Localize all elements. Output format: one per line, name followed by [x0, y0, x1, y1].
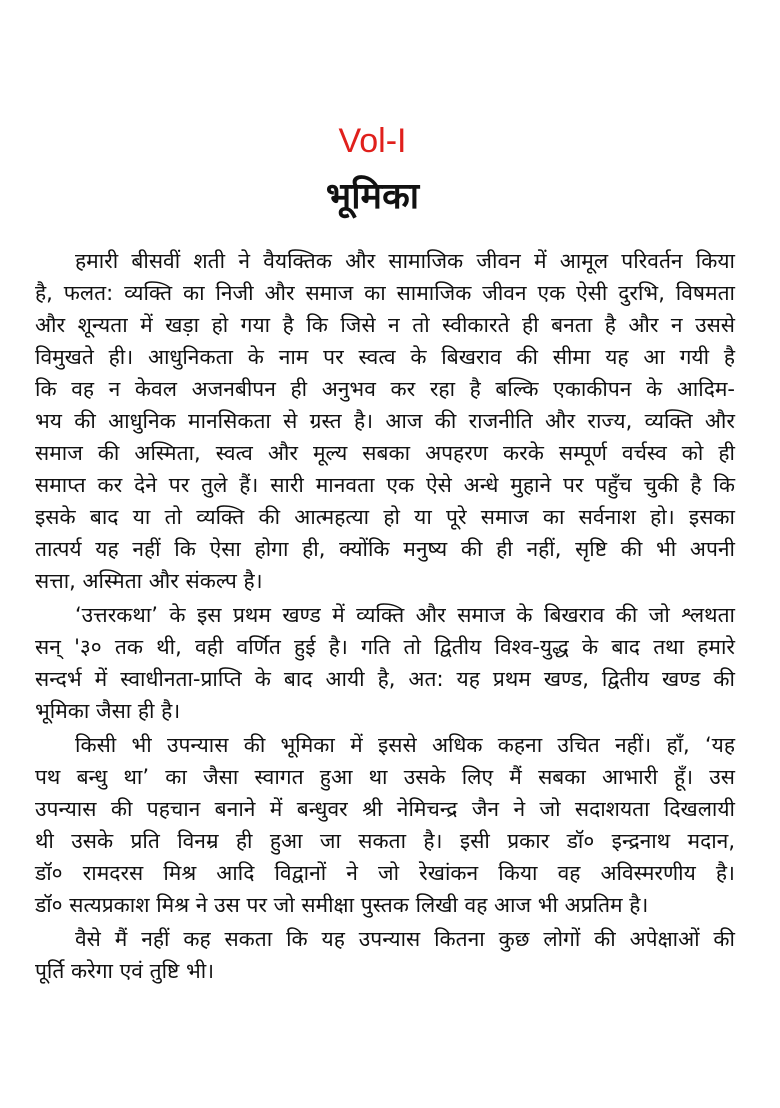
paragraph-3-line: पथ बन्धु था’ का जैसा स्वागत हुआ था उसके लिए मैं सबका आभारी हूँ। उस — [35, 765, 735, 789]
paragraph-1-line: समाज की अस्मिता, स्वत्व और मूल्य सबका अपहरण करके सम्पूर्ण वर्चस्व को ही — [35, 441, 735, 465]
paragraph-3-line: डॉ० रामदरस मिश्र आदि विद्वानों ने जो रेखांकन किया वह अविस्मरणीय है। — [35, 861, 735, 885]
volume-label: Vol-I — [338, 122, 407, 160]
paragraph-1-line: कि वह न केवल अजनबीपन ही अनुभव कर रहा है बल्कि एकाकीपन के आदिम- — [35, 377, 735, 401]
paragraph-1-line: समाप्त कर देने पर तुले हैं। सारी मानवता एक ऐसे अन्धे मुहाने पर पहुँच चुकी है कि — [35, 473, 735, 497]
page-title: भूमिका — [325, 176, 420, 217]
paragraph-2-line: सन्दर्भ में स्वाधीनता-प्राप्ति के बाद आयी है, अत: यह प्रथम खण्ड, द्वितीय खण्ड की — [35, 667, 735, 691]
paragraph-4-line: पूर्ति करेगा एवं तुष्टि भी। — [35, 959, 215, 983]
paragraph-3-line: डॉ० सत्यप्रकाश मिश्र ने उस पर जो समीक्षा पुस्तक लिखी वह आज भी अप्रतिम है। — [35, 893, 649, 917]
paragraph-3-line: उपन्यास की पहचान बनाने में बन्धुवर श्री नेमिचन्द्र जैन ने जो सदाशयता दिखलायी — [35, 797, 735, 821]
paragraph-1-line: और शून्यता में खड़ा हो गया है कि जिसे न तो स्वीकारते ही बनता है और न उससे — [35, 313, 735, 337]
paragraph-3-line: थी उसके प्रति विनम्र ही हुआ जा सकता है। इसी प्रकार डॉ० इन्द्रनाथ मदान, — [35, 829, 735, 853]
paragraph-1-line: भय की आधुनिक मानसिकता से ग्रस्त है। आज की राजनीति और राज्य, व्यक्ति और — [35, 409, 735, 433]
paragraph-1-line: तात्पर्य यह नहीं कि ऐसा होगा ही, क्योंकि मनुष्य की ही नहीं, सृष्टि की भी अपनी — [35, 537, 735, 561]
paragraph-2-line: सन् '३० तक थी, वही वर्णित हुई है। गति तो द्वितीय विश्व-युद्ध के बाद तथा हमारे — [35, 635, 735, 659]
paragraph-3-line: किसी भी उपन्यास की भूमिका में इससे अधिक कहना उचित नहीं। हाँ, ‘यह — [75, 733, 735, 757]
paragraph-4-line: वैसे मैं नहीं कह सकता कि यह उपन्यास कितना कुछ लोगों की अपेक्षाओं की — [75, 927, 735, 951]
paragraph-1-line: है, फलत: व्यक्ति का निजी और समाज का सामाजिक जीवन एक ऐसी दुरभि, विषमता — [35, 281, 735, 305]
paragraph-1-line: विमुखते ही। आधुनिकता के नाम पर स्वत्व के बिखराव की सीमा यह आ गयी है — [35, 345, 735, 369]
paragraph-1-line: इसके बाद या तो व्यक्ति की आत्महत्या हो या पूरे समाज का सर्वनाश हो। इसका — [35, 505, 735, 529]
paragraph-1-line: सत्ता, अस्मिता और संकल्प है। — [35, 569, 263, 593]
paragraph-1-line: हमारी बीसवीं शती ने वैयक्तिक और सामाजिक जीवन में आमूल परिवर्तन किया — [75, 249, 735, 273]
paragraph-2-line: भूमिका जैसा ही है। — [35, 699, 181, 723]
paragraph-2-line: ‘उत्तरकथा’ के इस प्रथम खण्ड में व्यक्ति और समाज के बिखराव की जो श्लथता — [75, 603, 735, 627]
